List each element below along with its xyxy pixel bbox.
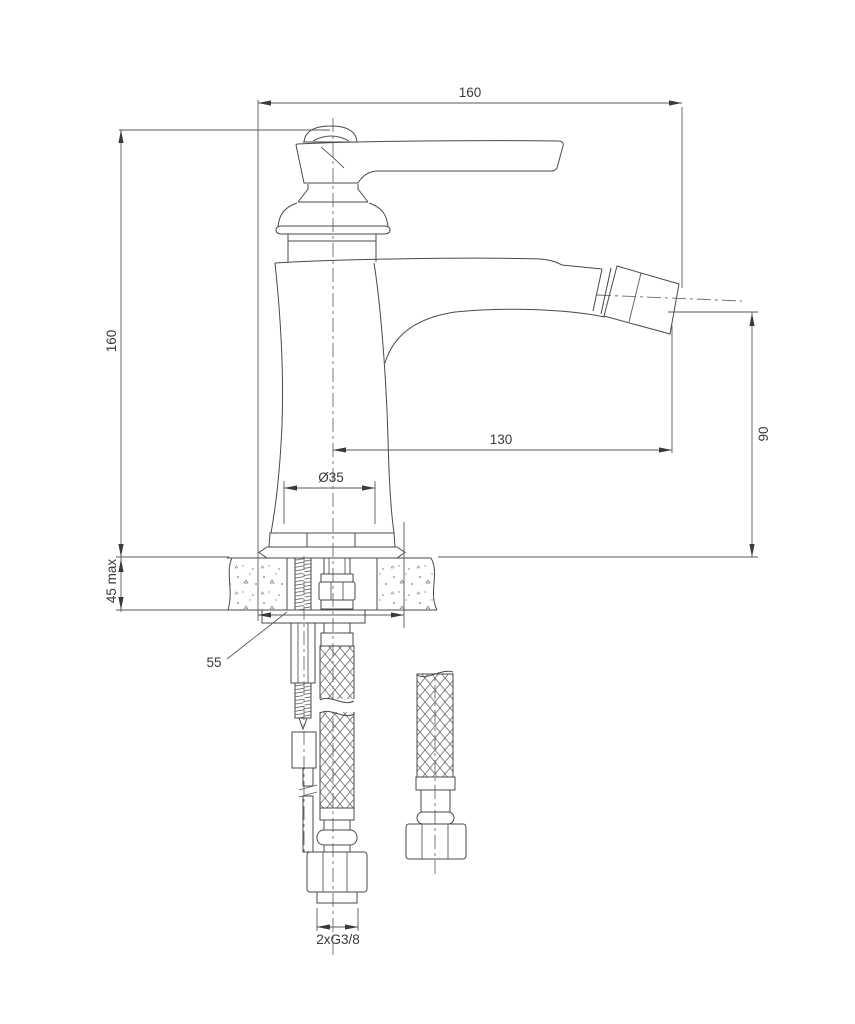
hose-hex-nut-right	[406, 824, 466, 859]
mounting-stud-upper	[295, 558, 311, 610]
arrow-top	[118, 130, 123, 143]
stud-tip	[299, 718, 307, 729]
arrow-conn-left	[317, 924, 330, 929]
hose-hex-nut-left	[307, 852, 367, 892]
handle-dome-seam	[313, 136, 349, 141]
dim-label-hose-connection: 2xG3/8	[316, 932, 360, 947]
arrow-left	[258, 100, 271, 105]
arrow-deck-top	[118, 559, 123, 572]
dimension-overall-width	[258, 85, 682, 621]
pull-rod-upper	[303, 768, 313, 786]
arrow-reach-left	[333, 447, 346, 452]
spout-end-face	[593, 269, 602, 311]
hose-taper-left	[324, 845, 350, 852]
dim-label-deck-thickness: 45 max	[104, 558, 119, 604]
dimension-overall-height	[104, 130, 330, 612]
pipe-collar-top	[321, 574, 353, 582]
arrow-outlet-top	[749, 313, 754, 326]
body-left-edge	[271, 263, 283, 533]
rod-break-marks	[299, 785, 317, 797]
countertop-hatch-right	[378, 559, 434, 609]
pull-rod-lower	[303, 796, 313, 852]
dim-line-diameter	[284, 481, 375, 524]
dimension-outlet-height	[438, 312, 771, 557]
hose-crimp-collar	[321, 633, 353, 646]
standoff-face-lines	[298, 623, 308, 683]
pipe-collar-bottom	[321, 600, 353, 609]
hose-bead-right	[417, 812, 454, 824]
aerator-divider	[629, 273, 641, 322]
ext-lines-overall-width	[258, 100, 682, 621]
arrow-dia-right	[362, 485, 375, 490]
detached-hose-assembly	[406, 660, 466, 859]
arrow-right	[669, 100, 682, 105]
dimension-spout-reach	[333, 326, 672, 453]
lever-handle	[296, 141, 563, 183]
hose-bead-left	[317, 830, 357, 845]
countertop-section	[227, 558, 437, 610]
body-top-edge	[275, 258, 602, 269]
dim-label-overall-height: 160	[104, 329, 119, 353]
arrow-plate-left	[258, 612, 271, 617]
supply-pipe	[324, 558, 350, 574]
base-escutcheon-plate	[259, 547, 405, 558]
stud-standoff-nut	[291, 623, 315, 683]
aerator-axis-centerline	[597, 295, 742, 301]
body-right-edge	[374, 263, 394, 533]
centerlines	[304, 118, 742, 955]
pipe-hex-nut	[319, 582, 355, 600]
arrow-deck-bottom	[118, 597, 123, 610]
dimension-body-diameter	[284, 470, 375, 524]
clamp-washer	[262, 610, 365, 623]
base-collar	[269, 533, 395, 547]
hose-tube-left	[324, 820, 350, 830]
aerator-head	[604, 266, 679, 334]
leader-line-plate	[227, 612, 287, 659]
ext-lines-height	[116, 130, 330, 612]
supply-pipe-walls	[329, 558, 345, 574]
braided-hose-left	[320, 646, 354, 808]
cartridge-housing	[288, 234, 376, 262]
braided-hose-right	[417, 674, 453, 777]
arrow-plate-right	[391, 612, 404, 617]
mounting-stud-lower	[295, 683, 311, 718]
dim-label-spout-reach: 130	[489, 432, 513, 447]
ext-lines-outlet-height	[438, 312, 758, 557]
arrow-reach-right	[659, 447, 672, 452]
spout-underside-curve	[385, 309, 605, 363]
faucet-outline	[259, 126, 679, 558]
arrow-bottom	[118, 544, 123, 557]
arrow-outlet-bottom	[749, 544, 754, 557]
dim-label-outlet-height: 90	[756, 426, 771, 442]
left-nut-faces	[323, 852, 347, 892]
hose-top-fitting	[324, 623, 350, 633]
lever-detail-curve	[321, 147, 344, 168]
arrow-conn-right	[345, 924, 358, 929]
handle-dome	[304, 126, 357, 142]
hose-end-tube-left	[317, 892, 357, 903]
hose-ferrule-left	[320, 808, 354, 820]
hose-ferrule-right	[416, 777, 455, 790]
dim-label-body-diameter: Ø35	[318, 470, 344, 485]
countertop-hatch-left	[229, 559, 286, 609]
dim-label-overall-width: 160	[458, 85, 482, 100]
arrow-dia-left	[284, 485, 297, 490]
dimension-hose-connection	[316, 908, 360, 947]
dim-label-plate-width: 55	[206, 655, 222, 670]
hose-tube-right	[421, 790, 450, 812]
